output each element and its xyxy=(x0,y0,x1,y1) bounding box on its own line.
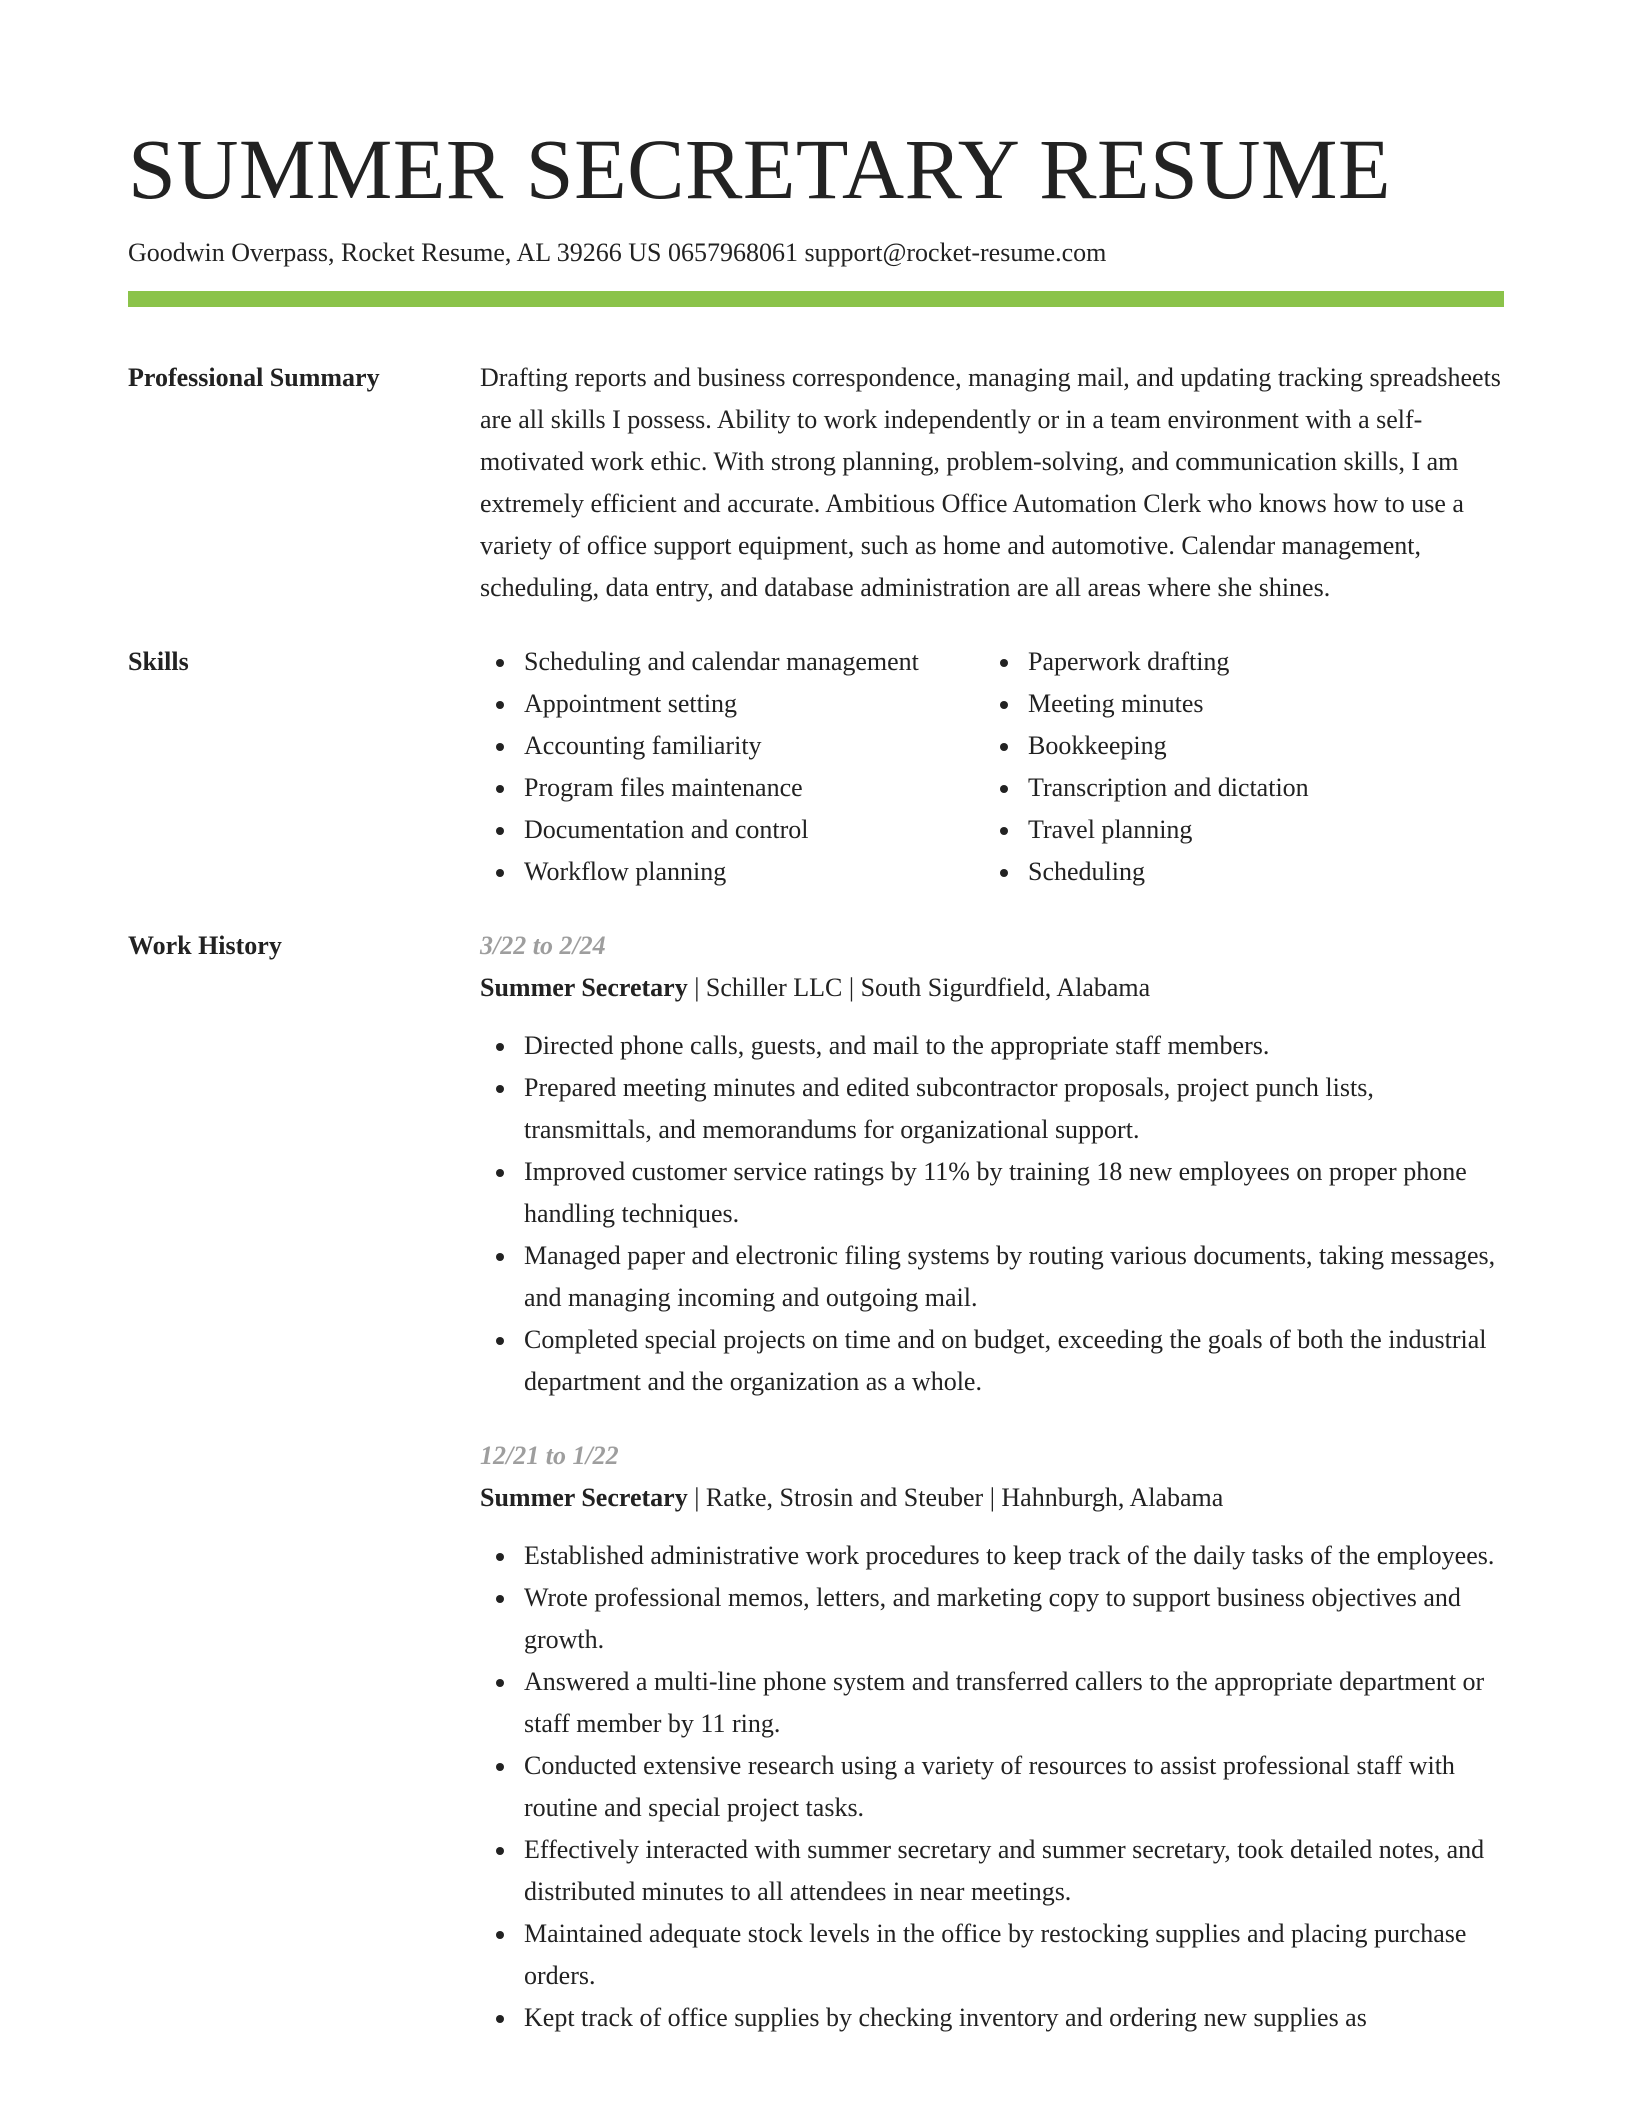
contact-email: support@rocket-resume.com xyxy=(804,238,1107,267)
job-bullet: Kept track of office supplies by checking inventory and ordering new supplies as xyxy=(480,1997,1504,2039)
section-label: Skills xyxy=(128,647,189,676)
job-bullet: Wrote professional memos, letters, and marketing copy to support business objectives and growth. xyxy=(480,1577,1504,1661)
job-title: Summer Secretary xyxy=(480,1483,688,1512)
job-bullet: Answered a multi-line phone system and transferred callers to the appropriate department or staff member by 11 ring. xyxy=(480,1661,1504,1745)
contact-line xyxy=(128,237,1504,269)
job-bullet: Directed phone calls, guests, and mail to the appropriate staff members. xyxy=(480,1025,1504,1067)
job-details: | Schiller LLC | South Sigurdfield, Alabama xyxy=(687,973,1151,1002)
job-bullet: Managed paper and electronic filing systems by routing various documents, taking messages, and managing incoming and outgoing mail. xyxy=(480,1235,1504,1319)
skills-list-left xyxy=(480,641,984,893)
contact-phone: 0657968061 xyxy=(667,238,798,267)
resume-title: SUMMER SECRETARY RESUME xyxy=(128,121,1391,217)
skill-item: Scheduling and calendar management xyxy=(480,641,984,683)
skill-item: Paperwork drafting xyxy=(984,641,1484,683)
job-title: Summer Secretary xyxy=(480,973,688,1002)
job-dates: 12/21 to 1/22 xyxy=(480,1441,619,1470)
job-heading xyxy=(480,1477,1504,1519)
resume-page xyxy=(128,0,1504,2039)
section-label: Work History xyxy=(128,931,282,960)
job-bullet: Established administrative work procedures to keep track of the daily tasks of the employees. xyxy=(480,1535,1504,1577)
job-bullet: Effectively interacted with summer secretary and summer secretary, took detailed notes, and distributed minutes to all attendees in near meetings. xyxy=(480,1829,1504,1913)
job-bullets xyxy=(480,1025,1504,1403)
job-heading xyxy=(480,967,1504,1009)
skill-item: Documentation and control xyxy=(480,809,984,851)
job-bullet: Improved customer service ratings by 11% by training 18 new employees on proper phone handling techniques. xyxy=(480,1151,1504,1235)
job-bullet: Prepared meeting minutes and edited subcontractor proposals, project punch lists, transmittals, and memorandums for organizational support. xyxy=(480,1067,1504,1151)
job-entry xyxy=(480,1435,1504,2039)
skills-section xyxy=(128,641,1504,893)
skill-item: Travel planning xyxy=(984,809,1484,851)
section-label: Professional Summary xyxy=(128,363,380,392)
skill-item: Program files maintenance xyxy=(480,767,984,809)
job-dates: 3/22 to 2/24 xyxy=(480,931,606,960)
skills-list-right xyxy=(984,641,1484,893)
skill-item: Meeting minutes xyxy=(984,683,1484,725)
job-bullet: Maintained adequate stock levels in the office by restocking supplies and placing purchase orders. xyxy=(480,1913,1504,1997)
job-bullet: Conducted extensive research using a variety of resources to assist professional staff with routine and special project tasks. xyxy=(480,1745,1504,1829)
skills-columns xyxy=(480,641,1504,893)
skill-item: Workflow planning xyxy=(480,851,984,893)
skill-item: Scheduling xyxy=(984,851,1484,893)
work-history-section xyxy=(128,925,1504,2039)
skill-item: Accounting familiarity xyxy=(480,725,984,767)
summary-text: Drafting reports and business correspondence, managing mail, and updating tracking spreadsheets are all skills I possess. Ability to work independently or in a team environment with a self-motivated work ethic. With strong planning, problem-solving, and communication skills, I am extremely efficient and accurate. Ambitious Office Automation Clerk who knows how to use a variety of office support equipment, such as home and automotive. Calendar management, scheduling, data entry, and database administration are all areas where she shines. xyxy=(480,363,1501,602)
professional-summary-section xyxy=(128,357,1504,609)
contact-address: Goodwin Overpass, Rocket Resume, AL 39266 US xyxy=(128,238,662,267)
skill-item: Transcription and dictation xyxy=(984,767,1484,809)
skill-item: Appointment setting xyxy=(480,683,984,725)
job-details: | Ratke, Strosin and Steuber | Hahnburgh, Alabama xyxy=(687,1483,1224,1512)
header-divider xyxy=(128,291,1504,307)
job-entry xyxy=(480,925,1504,1403)
job-bullets xyxy=(480,1535,1504,2039)
job-bullet: Completed special projects on time and on budget, exceeding the goals of both the industrial department and the organization as a whole. xyxy=(480,1319,1504,1403)
skill-item: Bookkeeping xyxy=(984,725,1484,767)
